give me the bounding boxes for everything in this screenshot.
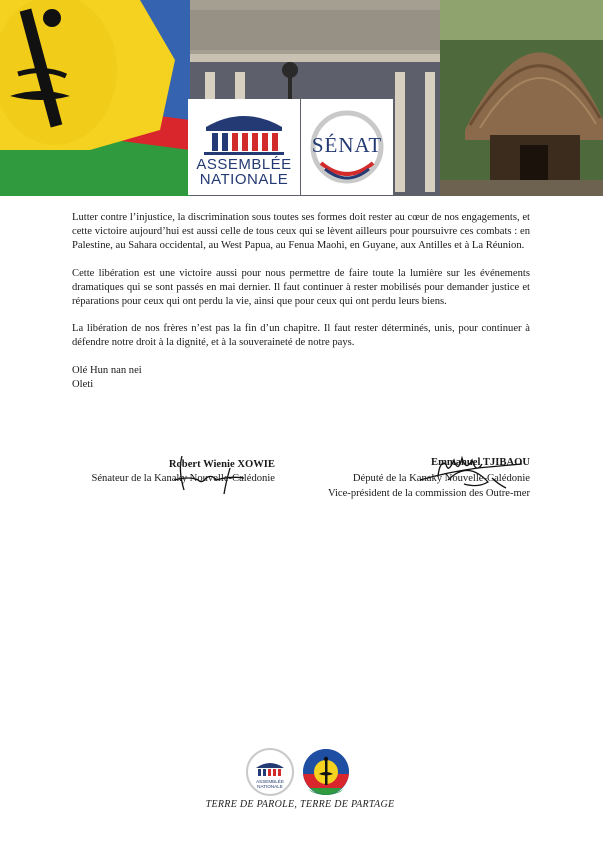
paragraph-1: Lutter contre l’injustice, la discrimination sous toutes ses formes doit rester au cœur de nos engagements, et cette victoire aujourd’hui est aussi celle de tous ceux qui se lèvent ailleurs pour poursuivre ces combats : en Palestine, au Sahara occidental, au West Papua, au Fenua Maohi, en Guyane, aux Antilles et à La Réunion. xyxy=(72,212,530,252)
signatory-left-name: Robert Wienie XOWIE xyxy=(168,459,275,470)
closing-line-1: Olé Hun nan nei xyxy=(72,364,142,376)
closing-line-2: Oleti xyxy=(72,378,94,390)
kanak-flag-photo xyxy=(0,0,190,196)
signatory-left-title: Sénateur de la Kanaky Nouvelle-Calédonie xyxy=(91,473,275,484)
signatory-right-title-1: Député de la Kanaky Nouvelle-Calédonie xyxy=(352,472,530,484)
footer-motto: TERRE DE PAROLE, TERRE DE PARTAGE xyxy=(205,799,395,810)
closing xyxy=(72,364,530,392)
senat-logo xyxy=(301,99,393,195)
footer-logos xyxy=(246,748,356,798)
paragraph-3: La libération de nos frères n’est pas la fin d’un chapitre. Il faut rester déterminés, unis, pour continuer à défendre notre droit à la dignité, et à la souveraineté de notre pays. xyxy=(72,323,530,349)
signatory-right-title-2: Vice-président de la commission des Outre-mer xyxy=(327,488,530,499)
footer-assemblee-line-1: ASSEMBLÉE xyxy=(256,779,284,784)
senat-logo-text: SÉNAT xyxy=(311,133,383,157)
footer-assemblee-line-2: NATIONALE xyxy=(257,784,283,789)
signatory-left xyxy=(55,458,275,486)
header-banner xyxy=(0,0,603,196)
letter-body xyxy=(72,211,530,392)
signatory-right-name: Emmanuel TJIBAOU xyxy=(431,457,530,468)
footer-assemblee-logo xyxy=(247,749,293,795)
assemblee-logo-text-line-2: NATIONALE xyxy=(199,171,289,188)
signatory-right xyxy=(290,455,530,502)
assemblee-nationale-logo xyxy=(188,99,300,195)
paragraph-2: Cette libération est une victoire aussi pour nous permettre de faire toute la lumière sur les événements dramatiques qui se sont passés en mai dernier. Il faut continuer à rester mobilisés pour demander justice et réparations pour ceux qui ont perdu la vie, ainsi que pour ceux qui ont perdu leurs biens. xyxy=(72,267,530,308)
assemblee-logo-text xyxy=(194,157,294,187)
assemblee-logo-text-line-1: ASSEMBLÉE xyxy=(196,156,292,173)
kanak-hut-photo xyxy=(440,0,603,196)
footer-kanak-emblem xyxy=(303,749,349,795)
assemblee-building-icon xyxy=(188,99,300,159)
